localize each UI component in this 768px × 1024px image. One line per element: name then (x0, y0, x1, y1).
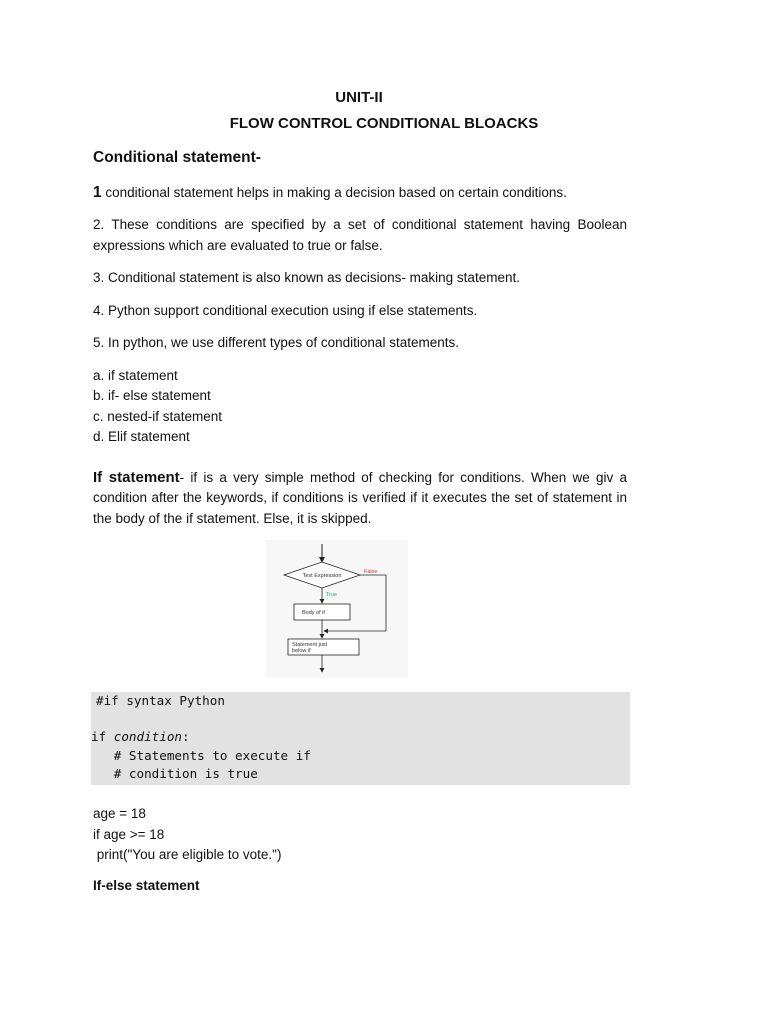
if-statement-paragraph (93, 468, 627, 530)
main-content (93, 146, 627, 541)
paragraph-3: 3. Conditional statement is also known as decisions- making statement. (93, 270, 520, 285)
if-flowchart (266, 540, 408, 678)
code-comment-line-4: # condition is true (91, 765, 258, 781)
example-line-2: if age >= 18 (93, 826, 165, 842)
list-item: c. nested-if statement (93, 408, 223, 424)
body-label: Body of if (302, 610, 325, 616)
code-colon: : (182, 729, 190, 745)
age-example (93, 804, 281, 866)
paragraph-1-number: 1 (93, 183, 102, 201)
flowchart-svg (266, 540, 408, 678)
example-line-1: age = 18 (93, 806, 146, 821)
after-label-2: below if (292, 648, 311, 654)
paragraph-4: 4. Python support conditional execution using if else statements. (93, 302, 478, 318)
unit-title: UNIT-II (335, 89, 383, 106)
code-comment: #if syntax Python (96, 693, 225, 708)
chapter-title: FLOW CONTROL CONDITIONAL BLOACKS (229, 115, 539, 132)
example-line-3: print("You are eligible to vote.") (93, 847, 282, 862)
paragraph-2: 2. These conditions are specified by a set of conditional statement having Boolean expressions which are evaluated to true or false. (93, 217, 627, 253)
code-if-line (91, 728, 630, 746)
if-statement-text: - if is a very simple method of checking for conditions. When we giv a condition after the keywords, if conditions is verified if it executes the set of statement in the body of the if statement. Else, it is skipped. (93, 469, 628, 526)
title-block (0, 88, 768, 134)
paragraph-1 (93, 183, 627, 204)
false-label: False (364, 569, 378, 575)
list-item: d. Elif statement (93, 429, 190, 444)
true-label: True (326, 592, 338, 598)
code-comment-line-3: # Statements to execute if (91, 747, 311, 763)
list-item: b. if- else statement (93, 388, 211, 403)
list-item: a. if statement (93, 367, 178, 383)
section-heading: Conditional statement- (93, 149, 261, 166)
paragraph-1-text: conditional statement helps in making a decision based on certain conditions. (101, 184, 567, 200)
code-blank-line (91, 710, 630, 728)
if-else-heading: If-else statement (93, 878, 200, 893)
code-if-keyword: if (91, 729, 114, 745)
code-condition: condition (113, 729, 182, 745)
paragraph-5: 5. In python, we use different types of conditional statements. (93, 335, 459, 350)
if-statement-lead: If statement (93, 468, 180, 486)
after-label-1: Statement just (292, 642, 328, 648)
decision-label: Test Expression (302, 573, 342, 579)
if-syntax-code-block (91, 692, 630, 785)
statement-types-list (93, 366, 627, 448)
